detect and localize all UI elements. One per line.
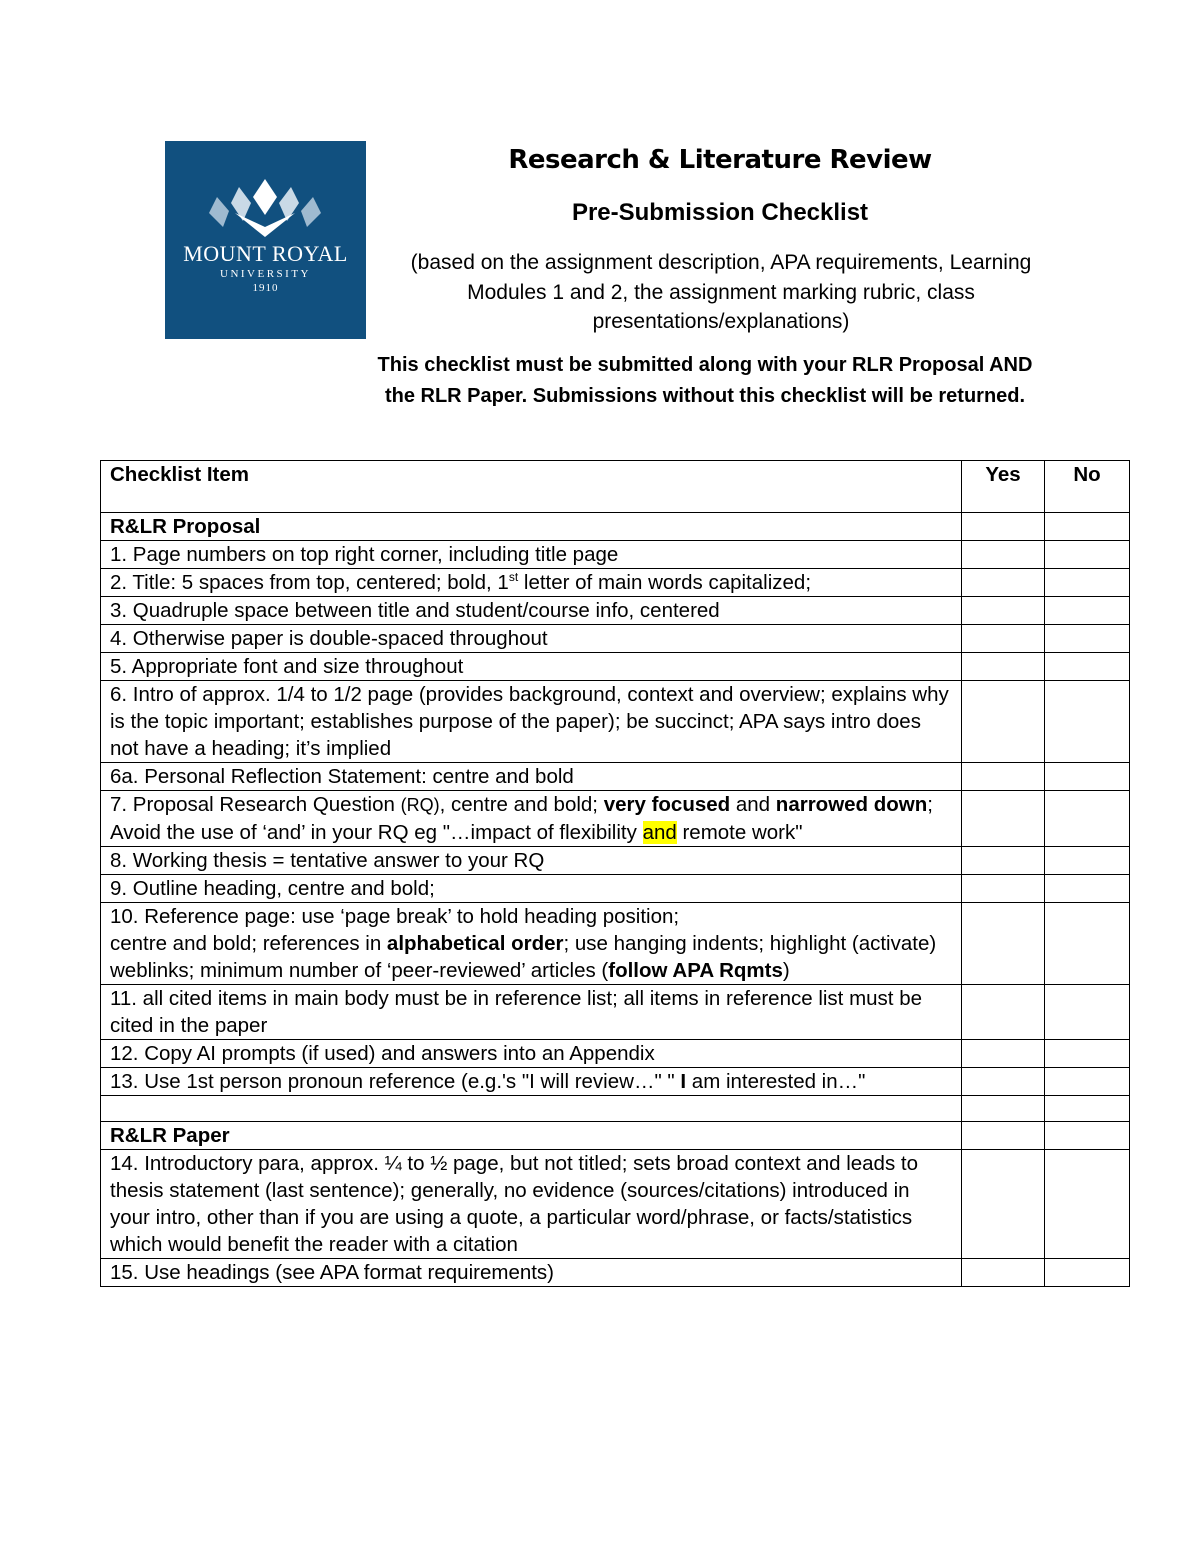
table-row [101,653,1130,681]
no-cell[interactable] [1045,1122,1130,1150]
no-cell[interactable] [1045,791,1130,847]
university-logo [165,141,366,339]
item-13-text-a: 13. Use 1st person pronoun reference (e.g.'s "I will review…" " [110,1070,681,1093]
blank-row [101,1096,1130,1122]
item-13-text-c: am interested in…" [686,1070,866,1093]
table-header-row [101,461,1130,513]
item-7-text-g: ; Avoid the use of ‘and’ in your RQ eg "…impact of flexibility [110,793,933,844]
table-row [101,875,1130,903]
checklist-item-15: 15. Use headings (see APA format requirements) [101,1259,962,1287]
item-7-narrowed-down: narrowed down [775,793,928,816]
item-10-text-b: centre and bold; references in [110,932,387,955]
yes-cell[interactable] [962,541,1045,569]
table-row [101,1150,1130,1259]
document-description: (based on the assignment description, APA requirements, Learning Modules 1 and 2, the assignment marking rubric, class presentations/explanations) [410,251,1032,333]
yes-cell[interactable] [962,513,1045,541]
item-7-text-c: , centre and bold; [439,793,604,816]
yes-cell[interactable] [962,985,1045,1040]
item-10-text-f: ) [782,959,790,982]
logo-subtitle: UNIVERSITY [220,268,311,280]
checklist-item-2 [101,569,962,597]
no-cell[interactable] [1045,903,1130,985]
checklist-item-13 [101,1068,962,1096]
item-10-apa: follow APA Rqmts [608,959,783,982]
no-cell[interactable] [1045,1068,1130,1096]
blank-cell [101,1096,962,1122]
item-7-rq: (RQ) [400,795,440,815]
item-7-very-focused: very focused [603,793,731,816]
yes-cell[interactable] [962,625,1045,653]
checklist-item-6: 6. Intro of approx. 1/4 to 1/2 page (provides background, context and overview; explains why is the topic important; establishes purpose of the paper); be succinct; APA says intro does not have a heading; it’s implied [101,681,962,763]
yes-cell[interactable] [962,1150,1045,1259]
checklist-item-10 [101,903,962,985]
yes-cell[interactable] [962,791,1045,847]
document-subtitle: Pre-Submission Checklist [571,199,869,226]
no-cell[interactable] [1045,513,1130,541]
yes-cell[interactable] [962,681,1045,763]
table-row [101,903,1130,985]
item-7-text-a: 7. Proposal Research Question [110,793,401,816]
section-row-paper [101,1122,1130,1150]
table-row [101,541,1130,569]
section-title-proposal: R&LR Proposal [101,513,962,541]
table-row [101,597,1130,625]
section-title-paper: R&LR Paper [101,1122,962,1150]
no-cell[interactable] [1045,875,1130,903]
item-2-text-b: letter of main words capitalized; [518,571,812,594]
yes-cell[interactable] [962,903,1045,985]
column-header-item: Checklist Item [101,461,962,513]
no-cell[interactable] [1045,847,1130,875]
item-13-i: I [680,1070,687,1093]
yes-cell[interactable] [962,1122,1045,1150]
item-7-text-i: remote work" [676,821,803,844]
table-row [101,1040,1130,1068]
table-row [101,791,1130,847]
item-7-highlight: and [642,821,677,844]
no-cell[interactable] [1045,597,1130,625]
no-cell[interactable] [1045,1040,1130,1068]
checklist-item-8: 8. Working thesis = tentative answer to your RQ [101,847,962,875]
checklist-item-7 [101,791,962,847]
yes-cell[interactable] [962,1068,1045,1096]
item-2-text-a: 2. Title: 5 spaces from top, centered; bold, 1 [110,571,509,594]
table-row [101,847,1130,875]
table-row [101,763,1130,791]
table-row [101,625,1130,653]
no-cell[interactable] [1045,625,1130,653]
table-row [101,985,1130,1040]
checklist-item-4: 4. Otherwise paper is double-spaced throughout [101,625,962,653]
checklist-item-12: 12. Copy AI prompts (if used) and answers into an Appendix [101,1040,962,1068]
checklist-item-5: 5. Appropriate font and size throughout [101,653,962,681]
table-row [101,569,1130,597]
yes-cell[interactable] [962,847,1045,875]
no-cell[interactable] [1045,653,1130,681]
yes-cell[interactable] [962,569,1045,597]
logo-year: 1910 [252,282,279,294]
table-row [101,1259,1130,1287]
no-cell[interactable] [1045,681,1130,763]
column-header-yes: Yes [962,461,1045,513]
checklist-table [100,460,1130,1287]
logo-name: MOUNT ROYAL [183,241,348,266]
item-10-alphabetical: alphabetical order [386,932,564,955]
no-cell[interactable] [1045,763,1130,791]
checklist-item-14: 14. Introductory para, approx. ¼ to ½ page, but not titled; sets broad context and leads to thesis statement (last sentence); generally, no evidence (sources/citations) introduced in your intro, other than if you are using a quote, a particular word/phrase, or facts/statistics which would benefit the reader with a citation [101,1150,962,1259]
section-row-proposal [101,513,1130,541]
checklist-item-11: 11. all cited items in main body must be in reference list; all items in reference list must be cited in the paper [101,985,962,1040]
table-row [101,1068,1130,1096]
no-cell[interactable] [1045,1096,1130,1122]
item-10-text-d: ; use hanging indents; highlight (activate) weblinks; minimum number of ‘peer-reviewed’ articles ( [110,932,937,982]
checklist-item-3: 3. Quadruple space between title and student/course info, centered [101,597,962,625]
yes-cell[interactable] [962,1096,1045,1122]
yes-cell[interactable] [962,653,1045,681]
item-2-superscript: st [508,570,519,585]
item-10-text-a: 10. Reference page: use ‘page break’ to hold heading position; [110,905,680,928]
checklist-item-1: 1. Page numbers on top right corner, including title page [101,541,962,569]
yes-cell[interactable] [962,597,1045,625]
table-row [101,681,1130,763]
yes-cell[interactable] [962,875,1045,903]
yes-cell[interactable] [962,1040,1045,1068]
submission-notice: This checklist must be submitted along with your RLR Proposal AND the RLR Paper. Submissions without this checklist will be returned. [377,354,1033,407]
no-cell[interactable] [1045,1259,1130,1287]
logo-mark-icon [165,141,366,251]
column-header-no: No [1045,461,1130,513]
no-cell[interactable] [1045,541,1130,569]
no-cell[interactable] [1045,985,1130,1040]
item-7-text-e: and [730,793,776,816]
checklist-item-6a: 6a. Personal Reflection Statement: centre and bold [101,763,962,791]
no-cell[interactable] [1045,1150,1130,1259]
no-cell[interactable] [1045,569,1130,597]
document-title: Research & Literature Review [508,145,932,175]
yes-cell[interactable] [962,763,1045,791]
checklist-item-9: 9. Outline heading, centre and bold; [101,875,962,903]
yes-cell[interactable] [962,1259,1045,1287]
